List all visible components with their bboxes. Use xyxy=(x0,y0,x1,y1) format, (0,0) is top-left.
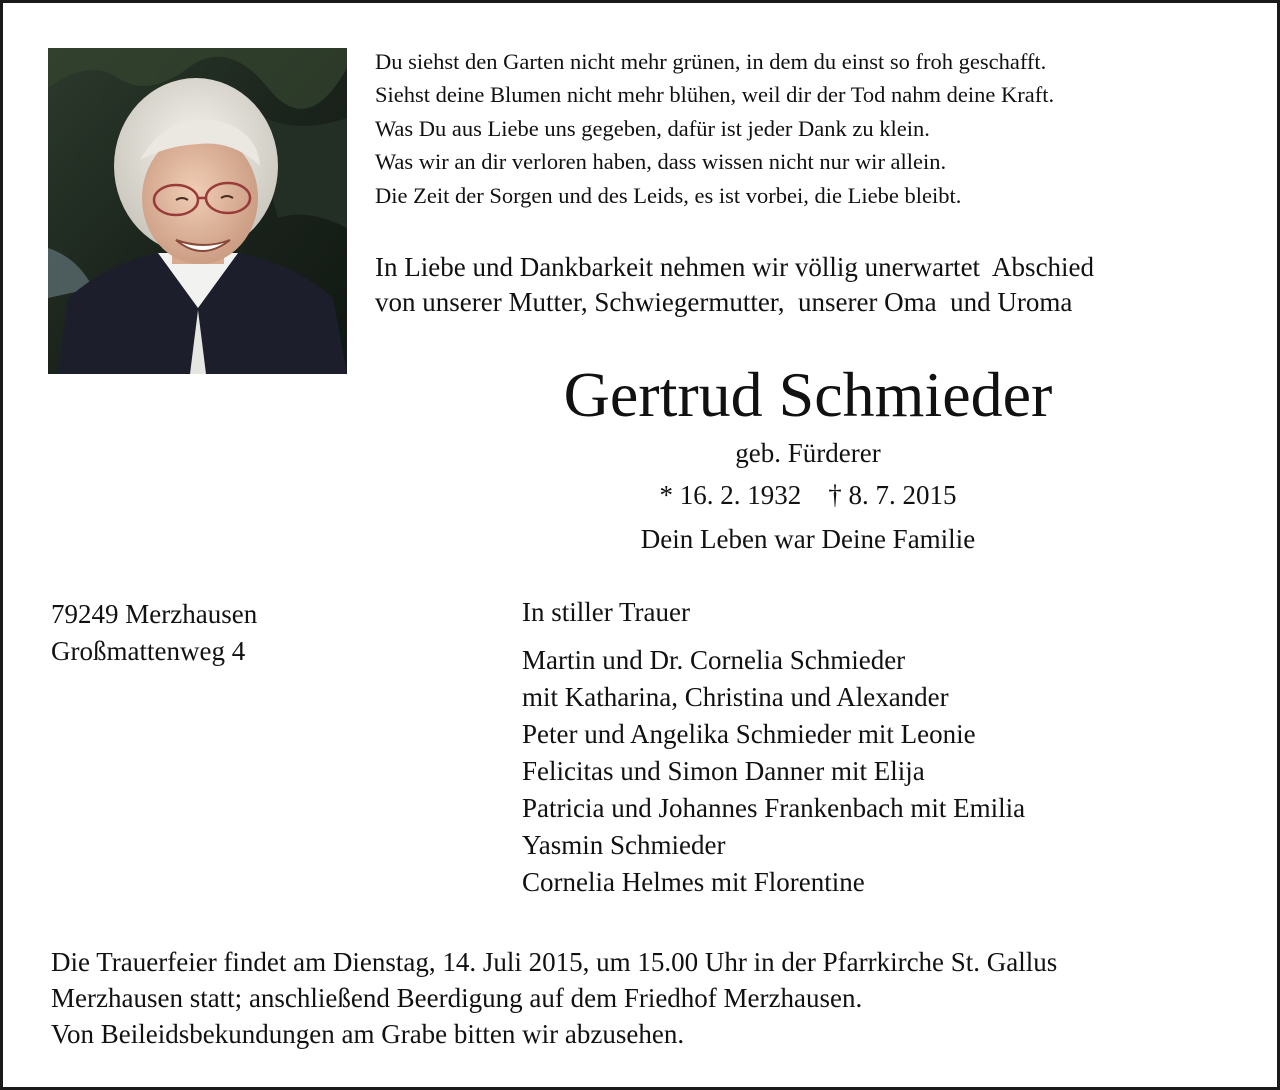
mourner-line: mit Katharina, Christina und Alexander xyxy=(522,682,949,712)
service-line: Von Beileidsbekundungen am Grabe bitten wir abzusehen. xyxy=(51,1019,685,1049)
portrait-photo xyxy=(48,48,347,374)
mourners-list xyxy=(522,642,1025,901)
funeral-service-info xyxy=(51,944,1057,1052)
service-line: Die Trauerfeier findet am Dienstag, 14. Juli 2015, um 15.00 Uhr in der Pfarrkirche St. Gallus xyxy=(51,947,1058,977)
poem-line: Die Zeit der Sorgen und des Leids, es ist vorbei, die Liebe bleibt. xyxy=(375,182,962,208)
life-dates: * 16. 2. 1932 † 8. 7. 2015 xyxy=(659,480,957,510)
family-address xyxy=(51,596,257,670)
mourner-line: Patricia und Johannes Frankenbach mit Emilia xyxy=(522,793,1026,823)
poem-line: Was Du aus Liebe uns gegeben, dafür ist jeder Dank zu klein. xyxy=(375,115,930,141)
poem-line: Du siehst den Garten nicht mehr grünen, in dem du einst so froh geschafft. xyxy=(375,49,1047,74)
motto: Dein Leben war Deine Familie xyxy=(640,524,976,554)
address-city: 79249 Merzhausen xyxy=(51,599,258,629)
portrait-illustration xyxy=(48,48,347,374)
intro-line: von unserer Mutter, Schwiegermutter, unserer Oma und Uroma xyxy=(375,287,1073,317)
poem-line: Was wir an dir verloren haben, dass wissen nicht nur wir allein. xyxy=(375,149,947,175)
mourner-line: Peter und Angelika Schmieder mit Leonie xyxy=(522,719,976,749)
poem-line: Siehst deine Blumen nicht mehr blühen, weil dir der Tod nahm deine Kraft. xyxy=(375,82,1055,108)
deceased-name: Gertrud Schmieder xyxy=(563,359,1053,430)
intro-text xyxy=(375,250,1265,320)
mourners-title: In stiller Trauer xyxy=(522,597,690,627)
poem xyxy=(375,45,1265,212)
service-line: Merzhausen statt; anschließend Beerdigung auf dem Friedhof Merzhausen. xyxy=(51,983,863,1013)
mourner-line: Cornelia Helmes mit Florentine xyxy=(522,867,865,897)
mourner-line: Yasmin Schmieder xyxy=(522,830,726,860)
address-street: Großmattenweg 4 xyxy=(51,636,246,666)
intro-line: In Liebe und Dankbarkeit nehmen wir völlig unerwartet Abschied xyxy=(375,252,1095,282)
birth-name: geb. Fürderer xyxy=(735,438,881,468)
mourner-line: Felicitas und Simon Danner mit Elija xyxy=(522,756,925,786)
mourner-line: Martin und Dr. Cornelia Schmieder xyxy=(522,645,906,675)
